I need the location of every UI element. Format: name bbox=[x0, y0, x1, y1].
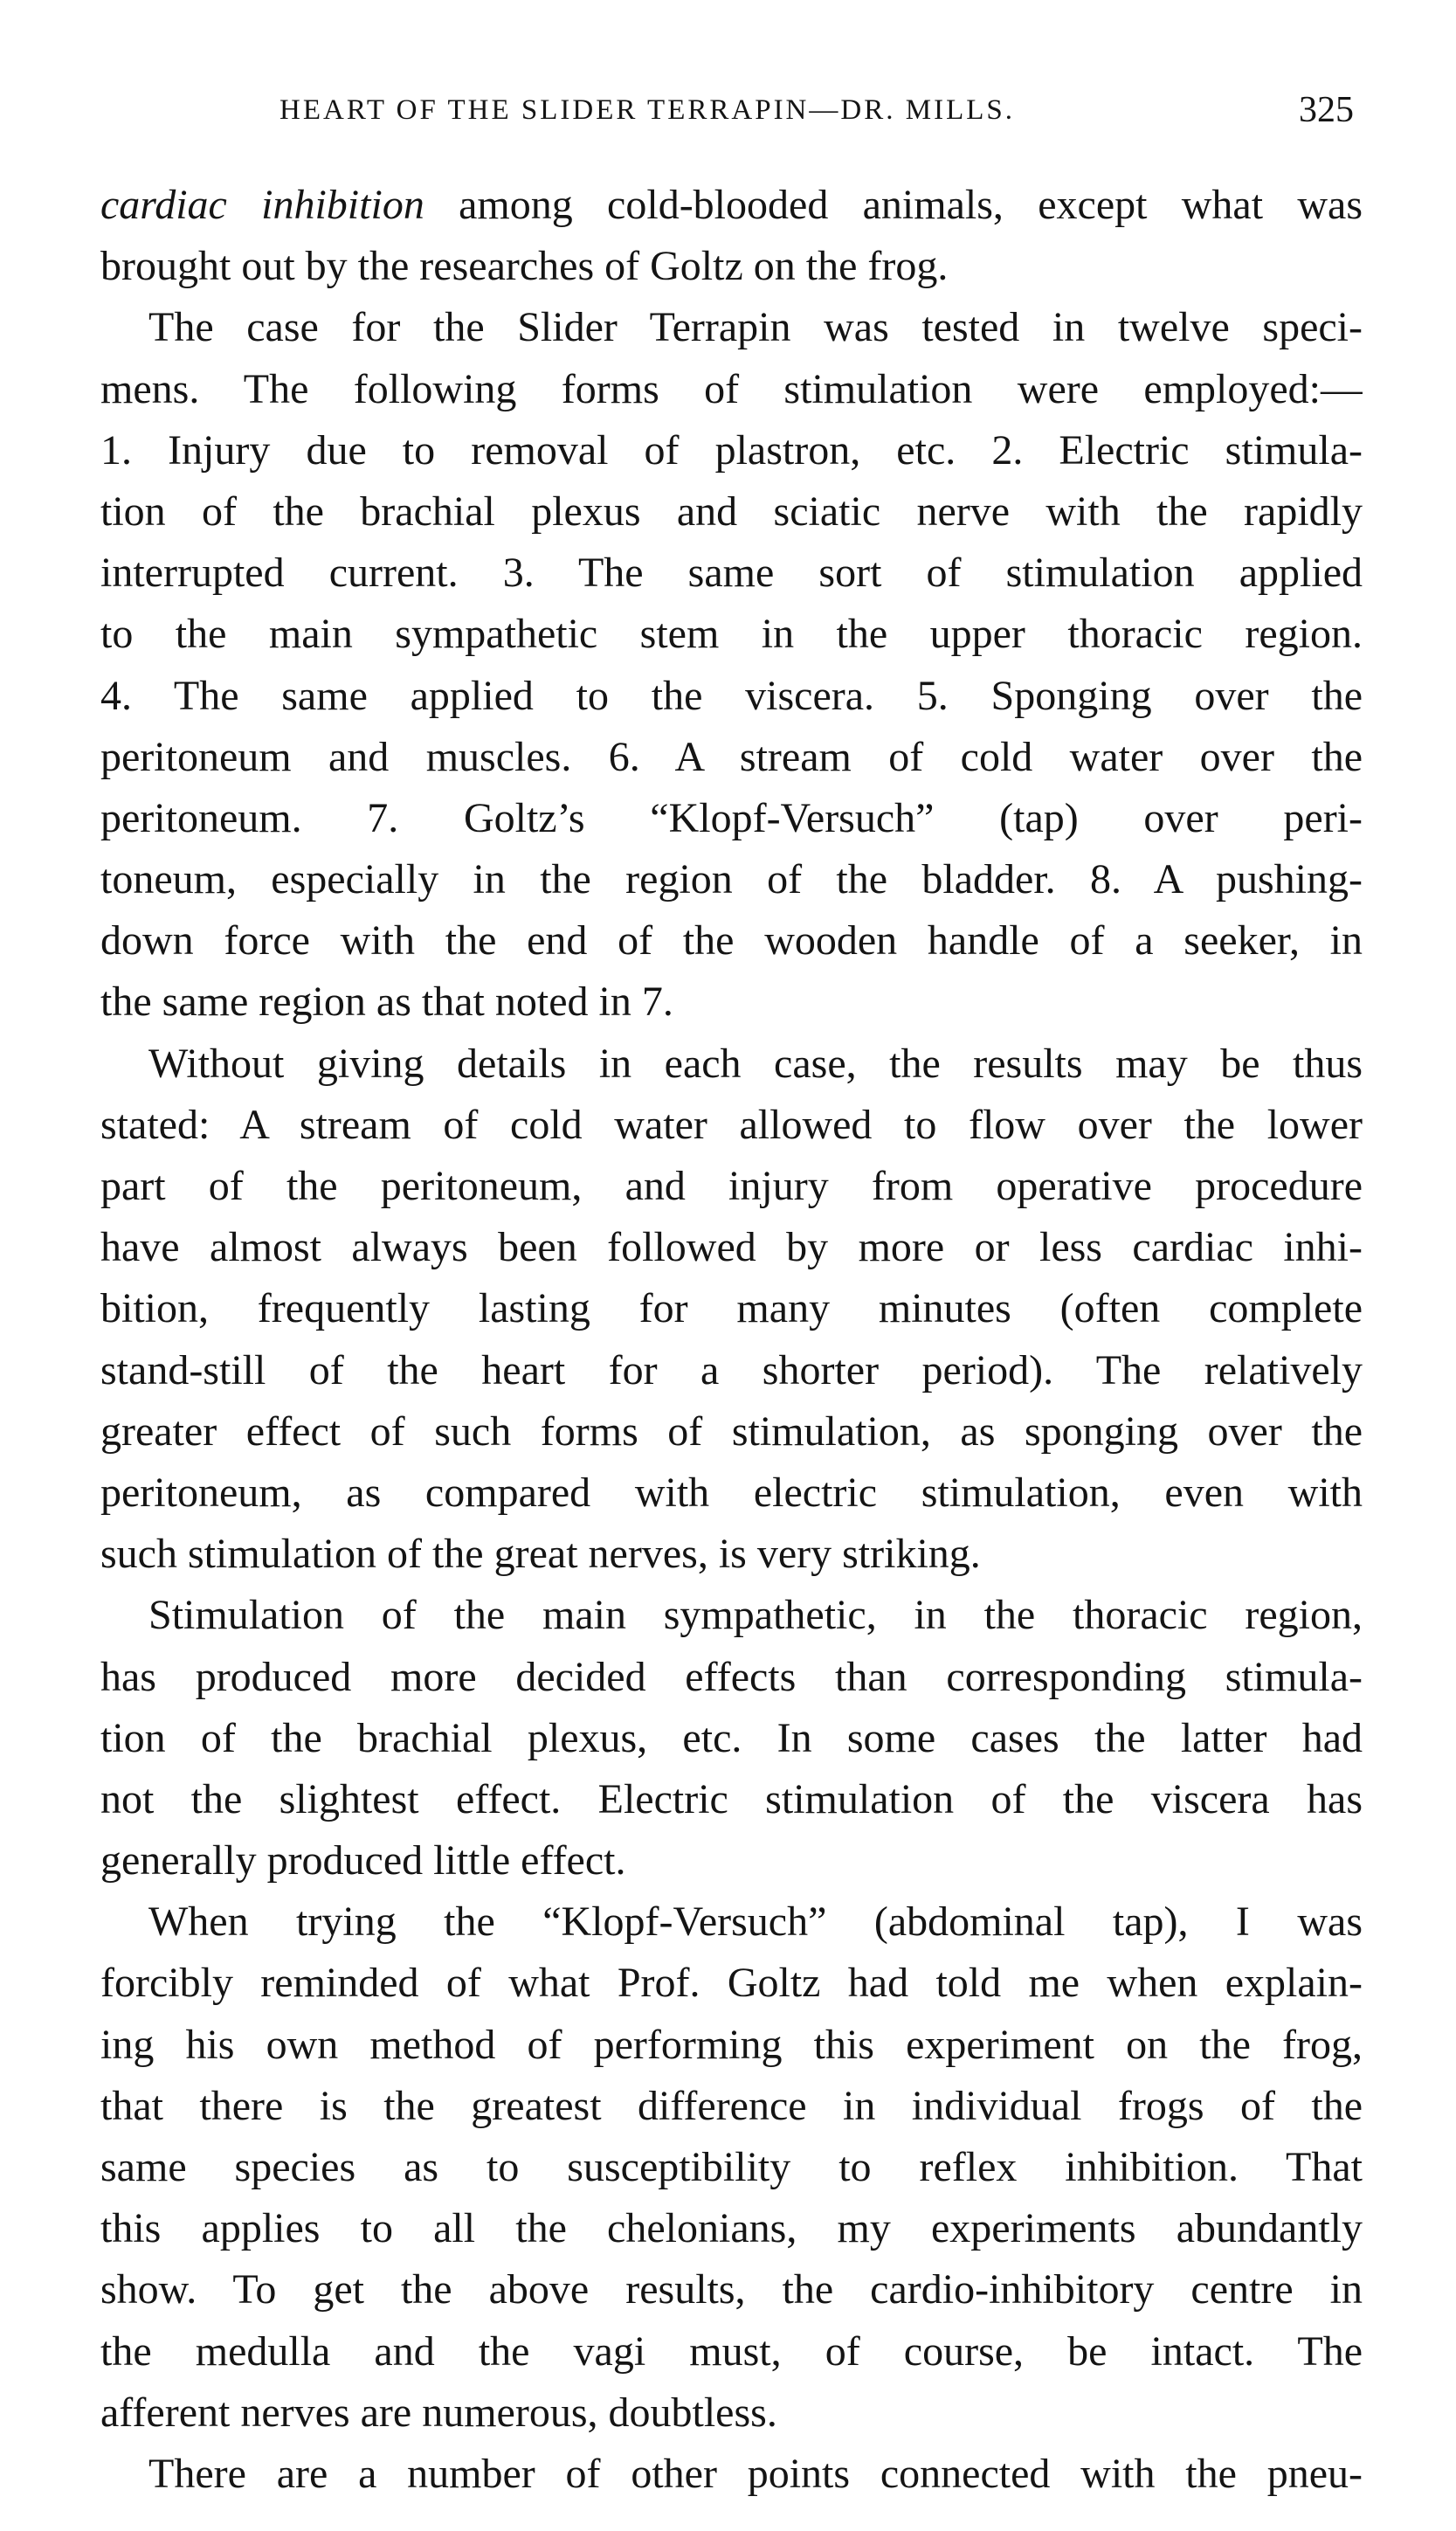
line-text: the same region as that noted in 7. bbox=[100, 979, 673, 1026]
text-line bbox=[100, 1830, 1363, 1891]
text-line bbox=[100, 666, 1363, 727]
line-text: tion of the brachial plexus and sciatic nerve with the rapidly bbox=[100, 488, 1363, 535]
text-line bbox=[100, 175, 1363, 236]
line-text: 4. The same applied to the viscera. 5. Sponging over the bbox=[100, 672, 1363, 719]
line-text: stand-still of the heart for a shorter period). The relatively bbox=[100, 1346, 1363, 1393]
text-line bbox=[100, 1278, 1363, 1339]
text-line bbox=[100, 359, 1363, 420]
body-text bbox=[100, 175, 1363, 2505]
text-line bbox=[100, 420, 1363, 481]
line-text: peritoneum. 7. Goltz’s “Klopf-Versuch” (tap) over peri- bbox=[100, 794, 1363, 841]
text-line bbox=[100, 1953, 1363, 2014]
text-line bbox=[100, 1401, 1363, 1463]
line-text: brought out by the researches of Goltz on the frog. bbox=[100, 243, 949, 290]
line-text: not the slightest effect. Electric stimulation of the viscera has bbox=[100, 1775, 1363, 1822]
line-text: same species as to susceptibility to reflex inhibition. That bbox=[100, 2144, 1363, 2190]
line-text: generally produced little effect. bbox=[100, 1837, 626, 1884]
page-number: 325 bbox=[1299, 90, 1354, 130]
text-line bbox=[100, 727, 1363, 788]
line-text: toneum, especially in the region of the bladder. 8. A pushing- bbox=[100, 856, 1363, 903]
line-text: afferent nerves are numerous, doubtless. bbox=[100, 2389, 777, 2436]
text-line bbox=[100, 1340, 1363, 1401]
line-text: this applies to all the chelonians, my experiments abundantly bbox=[100, 2205, 1363, 2252]
line-text: There are a number of other points connected with the pneu- bbox=[148, 2450, 1363, 2497]
running-head bbox=[100, 90, 1363, 138]
line-text: such stimulation of the great nerves, is very striking. bbox=[100, 1531, 981, 1578]
line-text: the medulla and the vagi must, of course, be intact. The bbox=[100, 2327, 1363, 2375]
text-line bbox=[100, 1095, 1363, 1156]
text-line bbox=[100, 2321, 1363, 2382]
running-title: HEART OF THE SLIDER TERRAPIN—DR. MILLS. bbox=[279, 94, 1015, 126]
line-text: stated: A stream of cold water allowed to flow over the lower bbox=[100, 1101, 1363, 1148]
text-line bbox=[100, 236, 1363, 297]
line-text: among cold-blooded animals, except what was bbox=[424, 182, 1363, 228]
line-text: has produced more decided effects than corresponding stimula- bbox=[100, 1653, 1363, 1700]
line-text: forcibly reminded of what Prof. Goltz had told me when explain- bbox=[100, 1960, 1363, 2007]
text-line bbox=[100, 1217, 1363, 1278]
line-text: greater effect of such forms of stimulation, as sponging over the bbox=[100, 1407, 1363, 1455]
line-text: tion of the brachial plexus, etc. In some cases the latter had bbox=[100, 1714, 1363, 1761]
text-line bbox=[100, 543, 1363, 604]
text-line bbox=[100, 297, 1363, 358]
line-text: Stimulation of the main sympathetic, in the thoracic region, bbox=[148, 1592, 1363, 1639]
line-text: interrupted current. 3. The same sort of stimulation applied bbox=[100, 550, 1363, 597]
line-text: down force with the end of the wooden handle of a seeker, in bbox=[100, 917, 1363, 965]
text-line bbox=[100, 1891, 1363, 1953]
text-line bbox=[100, 2444, 1363, 2505]
line-text: have almost always been followed by more or less cardiac inhi- bbox=[100, 1224, 1363, 1271]
line-text: peritoneum, as compared with electric stimulation, even with bbox=[100, 1469, 1363, 1516]
text-line bbox=[100, 1769, 1363, 1830]
text-line bbox=[100, 972, 1363, 1033]
text-line bbox=[100, 1034, 1363, 1095]
text-line bbox=[100, 910, 1363, 972]
text-line bbox=[100, 2015, 1363, 2076]
line-text: peritoneum and muscles. 6. A stream of cold water over the bbox=[100, 733, 1363, 780]
line-text: The case for the Slider Terrapin was tested in twelve speci- bbox=[148, 304, 1363, 351]
italic-phrase: cardiac inhibition bbox=[100, 182, 424, 228]
text-line bbox=[100, 1585, 1363, 1646]
text-line bbox=[100, 849, 1363, 910]
text-line bbox=[100, 1708, 1363, 1769]
text-line bbox=[100, 481, 1363, 543]
text-line bbox=[100, 2198, 1363, 2259]
text-line bbox=[100, 1647, 1363, 1708]
text-line bbox=[100, 1463, 1363, 1524]
line-text: mens. The following forms of stimulation were employed:— bbox=[100, 365, 1363, 412]
text-line bbox=[100, 1524, 1363, 1585]
line-text: ing his own method of performing this experiment on the frog, bbox=[100, 2021, 1363, 2068]
line-text: Without giving details in each case, the results may be thus bbox=[148, 1040, 1363, 1087]
line-text: part of the peritoneum, and injury from operative procedure bbox=[100, 1163, 1363, 1209]
line-text: 1. Injury due to removal of plastron, etc. 2. Electric stimula- bbox=[100, 426, 1363, 474]
line-text: bition, frequently lasting for many minutes (often complete bbox=[100, 1285, 1363, 1332]
text-line bbox=[100, 1156, 1363, 1217]
line-text: When trying the “Klopf-Versuch” (abdominal tap), I was bbox=[148, 1898, 1363, 1946]
text-line bbox=[100, 2382, 1363, 2444]
text-line bbox=[100, 788, 1363, 849]
text-line bbox=[100, 2076, 1363, 2137]
line-text: that there is the greatest difference in individual frogs of the bbox=[100, 2082, 1363, 2129]
line-text: show. To get the above results, the cardio-inhibitory centre in bbox=[100, 2266, 1363, 2313]
text-line bbox=[100, 2137, 1363, 2198]
line-text: to the main sympathetic stem in the upper thoracic region. bbox=[100, 611, 1363, 658]
text-line bbox=[100, 2259, 1363, 2320]
text-line bbox=[100, 604, 1363, 665]
